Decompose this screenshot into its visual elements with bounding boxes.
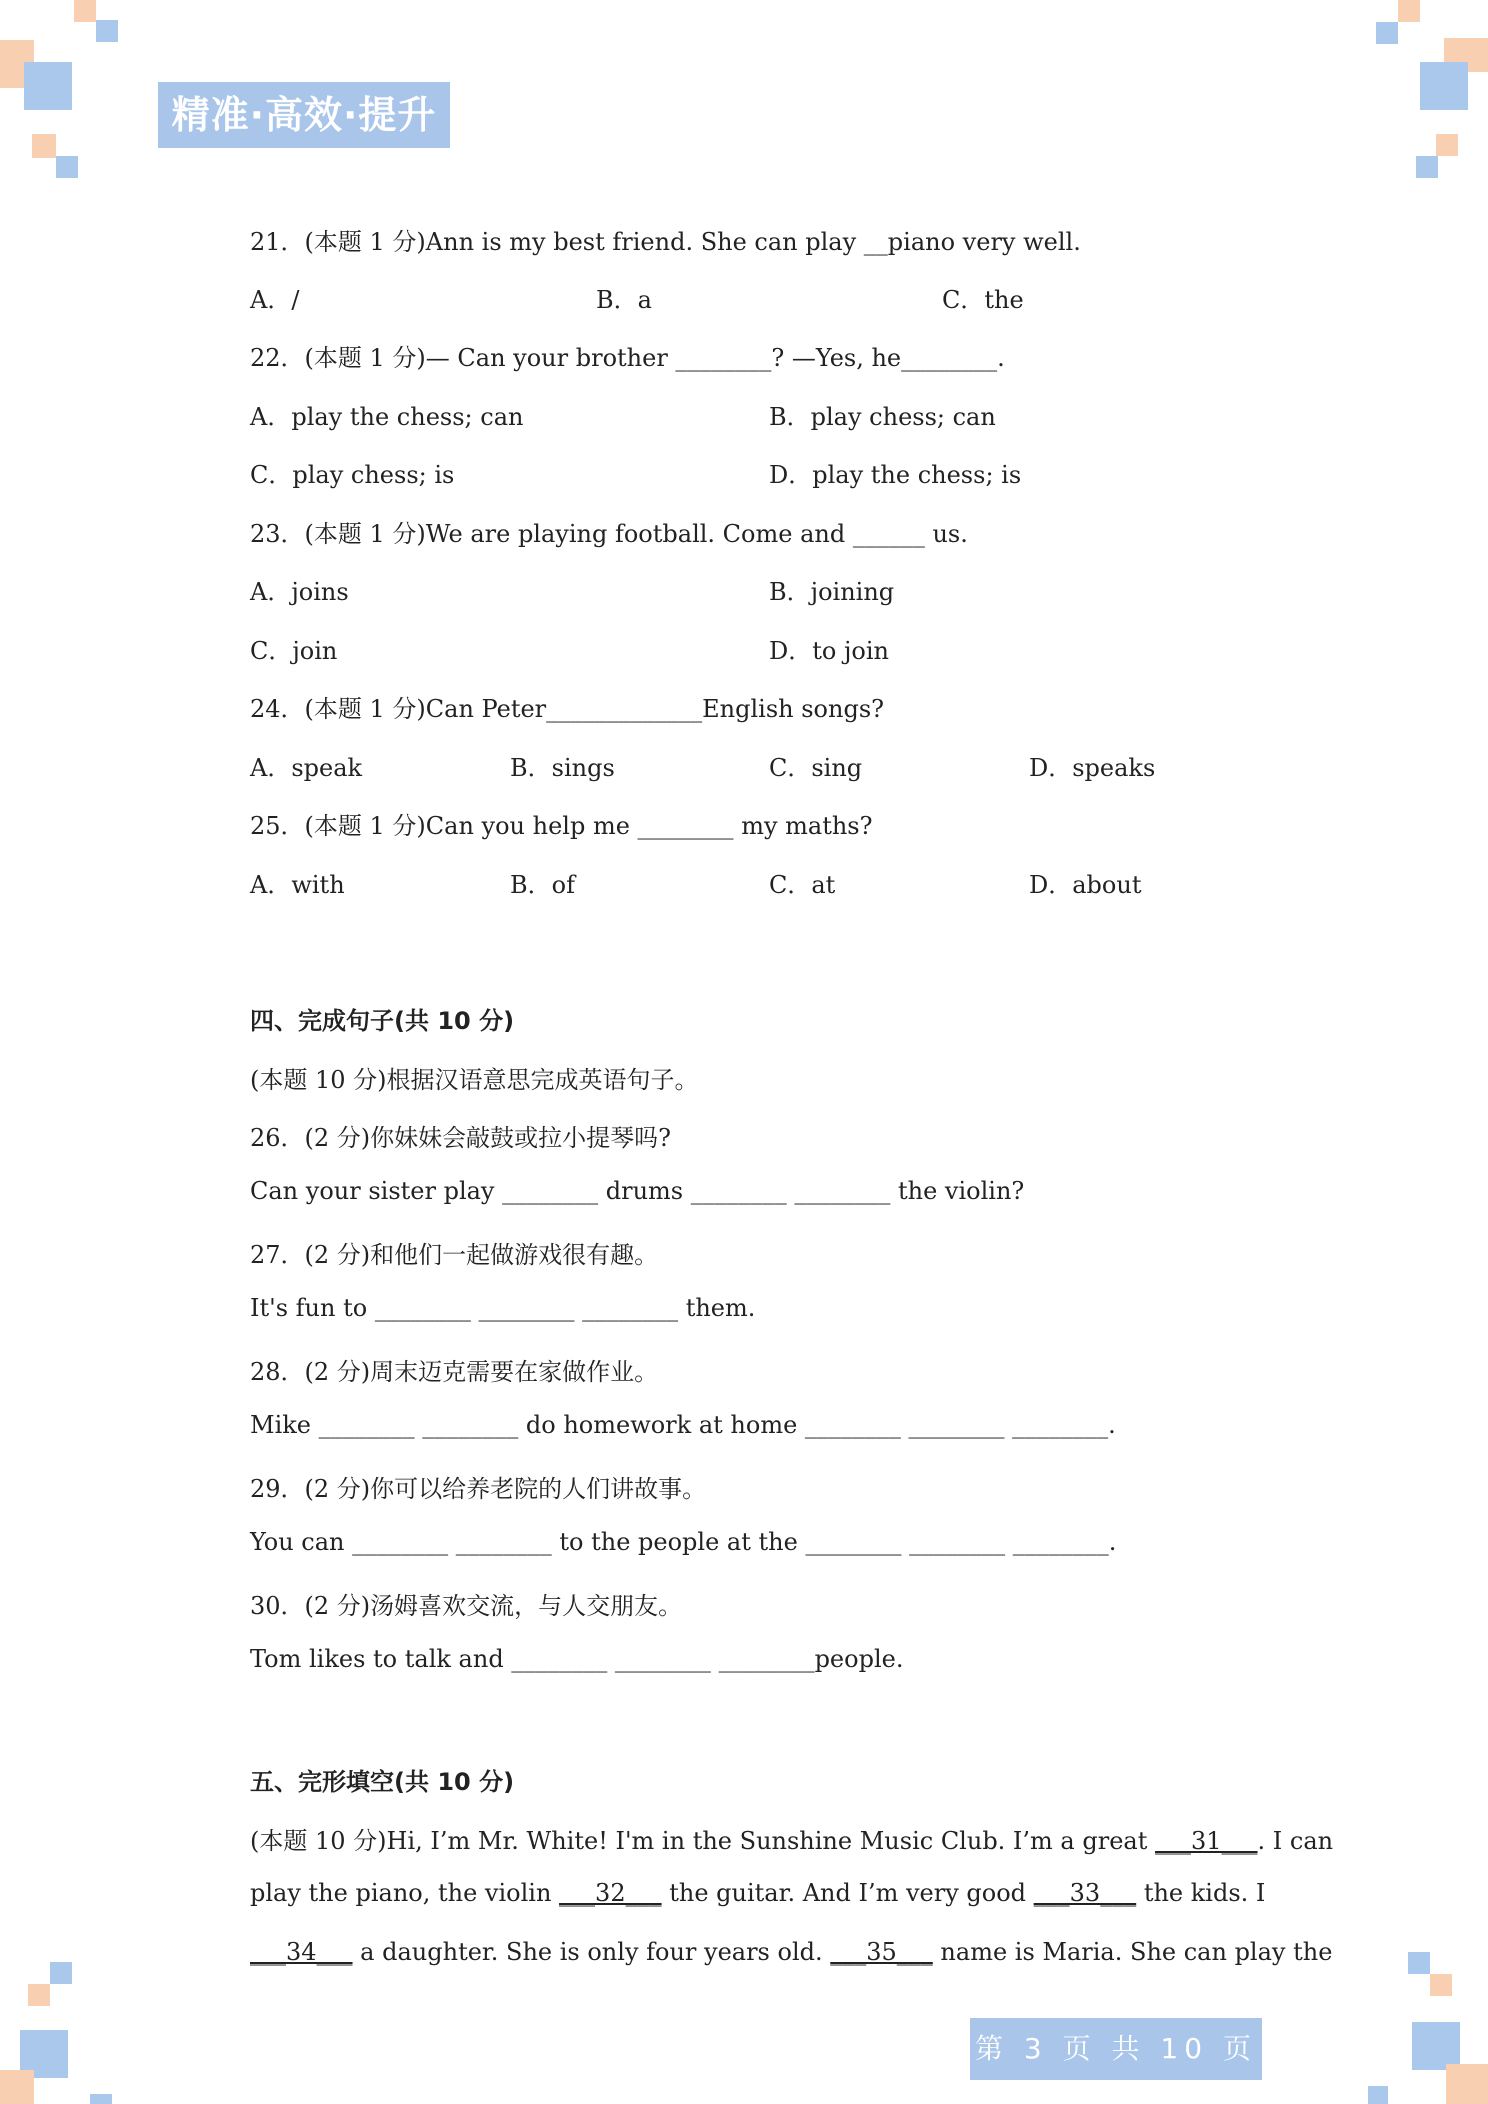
cloze-text: the guitar. And I’m very good [661,1879,1034,1907]
blank-32: ___32___ [559,1879,662,1907]
question-24-option-b: B．sings [510,754,615,782]
question-22-option-d: D．play the chess; is [769,461,1022,489]
cloze-paragraph-line-2 [250,1879,1265,1907]
question-26-chinese: 26．(2 分)你妹妹会敲鼓或拉小提琴吗? [250,1124,672,1152]
question-28-chinese: 28．(2 分)周末迈克需要在家做作业。 [250,1358,659,1386]
question-24-option-c: C．sing [769,754,863,782]
blank-35: ___35___ [830,1938,933,1966]
cloze-paragraph-line-3 [250,1938,1332,1966]
question-25-stem: 25．(本题 1 分)Can you help me ________ my maths? [250,812,873,840]
cloze-text: name is Maria. She can play the [932,1938,1333,1966]
question-30-chinese: 30．(2 分)汤姆喜欢交流，与人交朋友。 [250,1592,683,1620]
question-23-option-a: A．joins [250,578,349,606]
question-21-option-c: C．the [942,286,1024,314]
question-22-stem: 22．(本题 1 分)— Can your brother ________? —Yes, he________. [250,344,1005,372]
blank-33: ___33___ [1033,1879,1137,1907]
question-22-option-b: B．play chess; can [769,403,996,431]
question-25-option-c: C．at [769,871,836,899]
question-23-option-c: C．join [250,637,338,665]
question-25-option-b: B．of [510,871,575,899]
question-27-english: It's fun to ________ ________ ________ them. [250,1294,756,1322]
cloze-text: play the piano, the violin [250,1879,560,1907]
question-23-stem: 23．(本题 1 分)We are playing football. Come and ______ us. [250,520,968,548]
question-29-chinese: 29．(2 分)你可以给养老院的人们讲故事。 [250,1475,707,1503]
cloze-text: (本题 10 分)Hi, I’m Mr. White! I'm in the Sunshine Music Club. I’m a great [250,1827,1155,1855]
cloze-paragraph-line-1 [250,1821,1333,1856]
question-23-option-b: B．joining [769,578,895,606]
section-5-title: 五、完形填空(共 10 分) [250,1768,515,1796]
brand-banner: 精准·高效·提升 [158,82,450,148]
cloze-text: a daughter. She is only four years old. [352,1938,831,1966]
question-29-english: You can ________ ________ to the people at the ________ ________ ________. [250,1528,1117,1556]
question-21-option-a: A．/ [250,286,300,314]
question-22-option-c: C．play chess; is [250,461,455,489]
question-24-stem: 24．(本题 1 分)Can Peter_____________English songs? [250,695,885,723]
blank-31: ___31___ [1155,1827,1258,1855]
section-4-intro: (本题 10 分)根据汉语意思完成英语句子。 [250,1066,699,1094]
question-23-option-d: D．to join [769,637,889,665]
question-27-chinese: 27．(2 分)和他们一起做游戏很有趣。 [250,1241,659,1269]
cloze-text: . I can [1257,1827,1334,1855]
question-28-english: Mike ________ ________ do homework at home ________ ________ ________. [250,1411,1116,1439]
question-24-option-d: D．speaks [1029,754,1156,782]
question-21-option-b: B．a [596,286,652,314]
page-number-footer: 第 3 页 共 10 页 [970,2018,1262,2080]
question-25-option-a: A．with [250,871,345,899]
section-4-title: 四、完成句子(共 10 分) [250,1007,515,1035]
question-30-english: Tom likes to talk and ________ ________ ________people. [250,1645,904,1673]
question-24-option-a: A．speak [250,754,363,782]
blank-34: ___34___ [250,1938,353,1966]
cloze-text: the kids. I [1136,1879,1266,1907]
question-22-option-a: A．play the chess; can [250,403,524,431]
question-21-stem: 21．(本题 1 分)Ann is my best friend. She can play __piano very well. [250,228,1081,256]
question-25-option-d: D．about [1029,871,1142,899]
question-26-english: Can your sister play ________ drums ________ ________ the violin? [250,1177,1025,1205]
